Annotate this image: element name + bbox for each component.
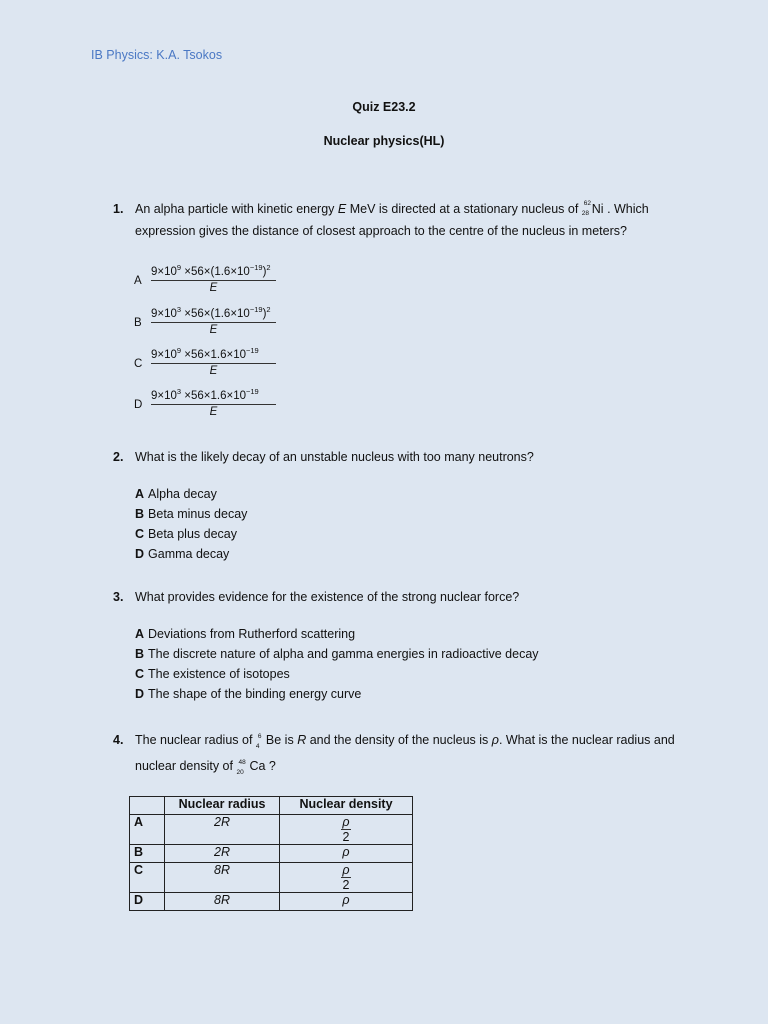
answer-option[interactable] xyxy=(135,647,539,661)
row-letter: D xyxy=(130,893,165,911)
row-letter: A xyxy=(130,815,165,845)
fraction-numerator: $9\times 10^3 \times 56\times 1.6\times 10^{-19}$ xyxy=(151,387,259,402)
row-letter: C xyxy=(130,863,165,893)
table-row xyxy=(130,893,413,911)
option-letter: A xyxy=(135,627,145,641)
answer-table xyxy=(129,796,413,911)
table-row xyxy=(130,863,413,893)
answer-option[interactable] xyxy=(135,547,229,561)
answer-option[interactable] xyxy=(135,507,247,521)
fraction-bar xyxy=(151,363,276,364)
question-number: 1. xyxy=(113,202,124,216)
answer-option[interactable] xyxy=(135,667,290,681)
option-letter: C xyxy=(135,667,145,681)
option-letter: D xyxy=(135,687,145,701)
question-text: The nuclear radius of 6 4 Be is R and the density of the nucleus is ρ. What is the nuclear radius and nuclear density of 48 20 Ca ? xyxy=(135,727,680,779)
answer-option[interactable] xyxy=(134,263,294,303)
option-text: The shape of the binding energy curve xyxy=(148,687,362,701)
answer-option[interactable] xyxy=(134,387,294,427)
nucleus-notation: 62 28 xyxy=(581,200,592,217)
answer-option[interactable] xyxy=(135,627,355,641)
answer-option[interactable] xyxy=(134,305,294,345)
question-number: 2. xyxy=(113,450,124,464)
fraction-denominator: E xyxy=(209,406,218,418)
row-letter: B xyxy=(130,845,165,863)
option-text: Alpha decay xyxy=(148,487,217,501)
density-cell: $\frac{\rho}{2}$ xyxy=(280,863,413,893)
option-letter: A xyxy=(134,275,142,287)
fraction-bar xyxy=(151,322,276,323)
fraction-bar xyxy=(151,404,276,405)
answer-option[interactable] xyxy=(135,487,217,501)
nucleus-notation: 48 20 xyxy=(236,759,246,776)
fraction-numerator: $9\times 10^3 \times 56\times(1.6\times 10^{-19})^2$ xyxy=(151,305,271,320)
table-header-cell: Nuclear density xyxy=(280,797,413,815)
fraction-numerator: $9\times 10^9 \times 56\times(1.6\times 10^{-19})^2$ xyxy=(151,263,271,278)
radius-cell: 2R xyxy=(165,815,280,845)
option-text: Gamma decay xyxy=(148,547,230,561)
fraction-bar xyxy=(151,280,276,281)
answer-option[interactable] xyxy=(135,527,237,541)
quiz-title: Quiz E23.2 xyxy=(352,100,416,114)
radius-cell: 8R xyxy=(165,893,280,911)
radius-cell: 2R xyxy=(165,845,280,863)
question-number: 3. xyxy=(113,590,124,604)
option-text: Deviations from Rutherford scattering xyxy=(148,627,356,641)
answer-option[interactable] xyxy=(135,687,361,701)
option-letter: D xyxy=(135,547,145,561)
fraction-denominator: E xyxy=(209,324,218,336)
table-row xyxy=(130,845,413,863)
option-letter: D xyxy=(134,399,143,411)
option-text: The existence of isotopes xyxy=(148,667,290,681)
question-text: What is the likely decay of an unstable nucleus with too many neutrons? xyxy=(135,450,534,464)
answer-option[interactable] xyxy=(134,346,294,386)
table-header-cell: Nuclear radius xyxy=(165,797,280,815)
option-text: The discrete nature of alpha and gamma energies in radioactive decay xyxy=(148,647,539,661)
option-letter: C xyxy=(135,527,145,541)
radius-cell: 8R xyxy=(165,863,280,893)
document-header: IB Physics: K.A. Tsokos xyxy=(91,48,223,62)
option-letter: B xyxy=(135,647,145,661)
nucleus-notation: 6 4 xyxy=(255,733,262,750)
question-number: 4. xyxy=(113,733,124,747)
option-text: Beta plus decay xyxy=(148,527,237,541)
density-cell: $\frac{\rho}{2}$ xyxy=(280,815,413,845)
question-text: What provides evidence for the existence of the strong nuclear force? xyxy=(135,590,520,604)
fraction-denominator: E xyxy=(209,365,218,377)
question-text: An alpha particle with kinetic energy E MeV is directed at a stationary nucleus of 62 28 Ni . Which expression gives the distance of closest approach to the centre of the nucleus in meters? xyxy=(135,200,649,238)
density-cell: ρ xyxy=(280,845,413,863)
table-row xyxy=(130,815,413,845)
quiz-subtitle: Nuclear physics(HL) xyxy=(323,134,445,148)
fraction-denominator: E xyxy=(209,282,218,294)
table-header-cell xyxy=(130,797,165,815)
option-text: Beta minus decay xyxy=(148,507,248,521)
option-letter: A xyxy=(135,487,145,501)
option-letter: B xyxy=(135,507,145,521)
option-letter: C xyxy=(134,358,143,370)
fraction-numerator: $9\times 10^9 \times 56\times 1.6\times 10^{-19}$ xyxy=(151,346,259,361)
density-cell: ρ xyxy=(280,893,413,911)
option-letter: B xyxy=(134,317,142,329)
